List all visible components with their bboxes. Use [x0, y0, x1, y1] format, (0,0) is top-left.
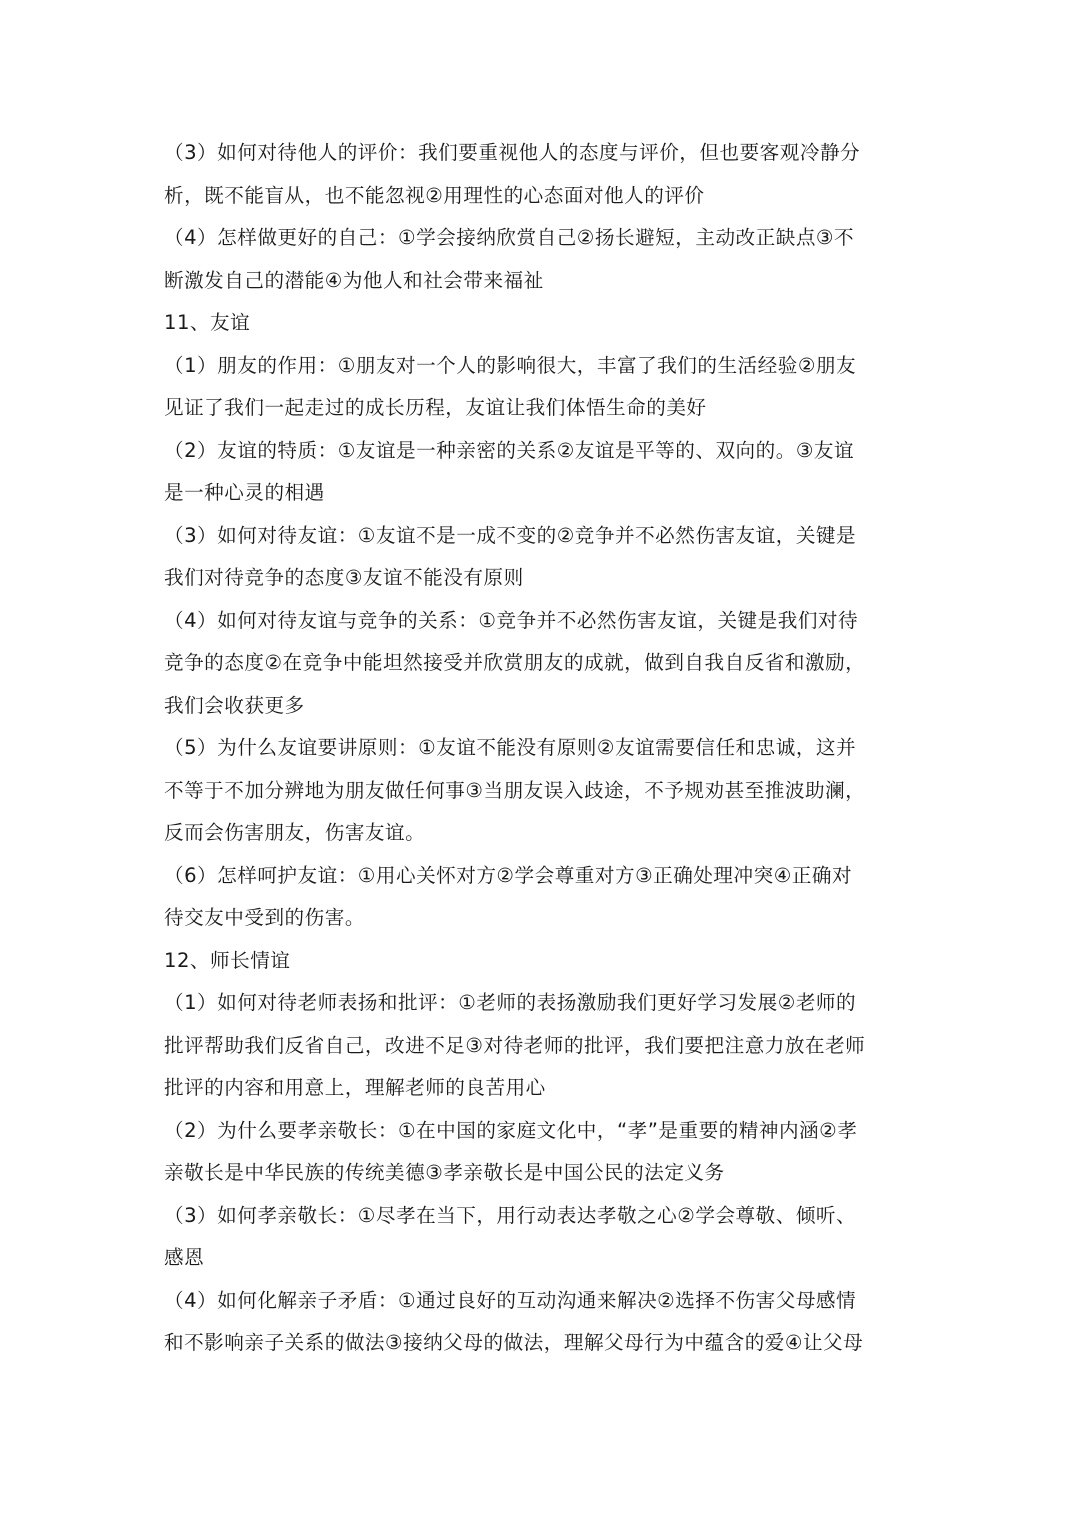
text-line: 断激发自己的潜能④为他人和社会带来福祉: [164, 268, 544, 292]
text-line: （3）如何对待他人的评价：我们要重视他人的态度与评价，但也要客观冷静分: [164, 141, 861, 164]
text-line: （1）朋友的作用：①朋友对一个人的影响很大，丰富了我们的生活经验②朋友: [164, 353, 857, 377]
section-heading: 11、友谊: [164, 311, 251, 334]
text-line: 我们会收获更多: [164, 693, 305, 717]
text-line: （2）为什么要孝亲敬长：①在中国的家庭文化中，“孝”是重要的精神内涵②孝: [164, 1118, 858, 1142]
text-line: （3）如何对待友谊：①友谊不是一成不变的②竞争并不必然伤害友谊，关键是: [164, 523, 857, 547]
text-line: 我们对待竞争的态度③友谊不能没有原则: [164, 566, 524, 589]
text-line: 批评帮助我们反省自己，改进不足③对待老师的批评，我们要把注意力放在老师: [164, 1033, 866, 1057]
text-line: 待交友中受到的伤害。: [164, 906, 365, 929]
section-heading: 12、师长情谊: [164, 948, 291, 972]
text-line: 不等于不加分辨地为朋友做任何事③当朋友误入歧途，不予规劝甚至推波助澜，: [164, 778, 866, 802]
text-line: 和不影响亲子关系的做法③接纳父母的做法，理解父母行为中蕴含的爱④让父母: [164, 1331, 864, 1354]
text-line: 亲敬长是中华民族的传统美德③孝亲敬长是中国公民的法定义务: [164, 1161, 725, 1184]
text-line: 反而会伤害朋友，伤害友谊。: [164, 821, 426, 844]
text-line: （4）怎样做更好的自己：①学会接纳欣赏自己②扬长避短，主动改正缺点③不: [164, 226, 855, 249]
text-line: 见证了我们一起走过的成长历程，友谊让我们体悟生命的美好: [164, 396, 707, 419]
text-line: （4）如何化解亲子矛盾：①通过良好的互动沟通来解决②选择不伤害父母感情: [164, 1288, 857, 1312]
text-line: 竞争的态度②在竞争中能坦然接受并欣赏朋友的成就，做到自我自反省和激励，: [164, 651, 866, 674]
document-page: [164, 132, 920, 1365]
text-line: （1）如何对待老师表扬和批评：①老师的表扬激励我们更好学习发展②老师的: [164, 991, 857, 1014]
text-line: （4）如何对待友谊与竞争的关系：①竞争并不必然伤害友谊，关键是我们对待: [164, 608, 859, 632]
text-line: 析，既不能盲从，也不能忽视②用理性的心态面对他人的评价: [164, 183, 705, 207]
text-line: 感恩: [164, 1246, 205, 1269]
text-line: （3）如何孝亲敬长：①尽孝在当下，用行动表达孝敬之心②学会尊敬、倾听、: [164, 1203, 857, 1227]
text-line: （6）怎样呵护友谊：①用心关怀对方②学会尊重对方③正确处理冲突④正确对: [164, 863, 853, 887]
text-line: 批评的内容和用意上，理解老师的良苦用心: [164, 1076, 546, 1099]
text-line: （2）友谊的特质：①友谊是一种亲密的关系②友谊是平等的、双向的。③友谊: [164, 438, 855, 462]
text-line: 是一种心灵的相遇: [164, 481, 325, 504]
text-line: （5）为什么友谊要讲原则：①友谊不能没有原则②友谊需要信任和忠诚，这并: [164, 736, 857, 759]
